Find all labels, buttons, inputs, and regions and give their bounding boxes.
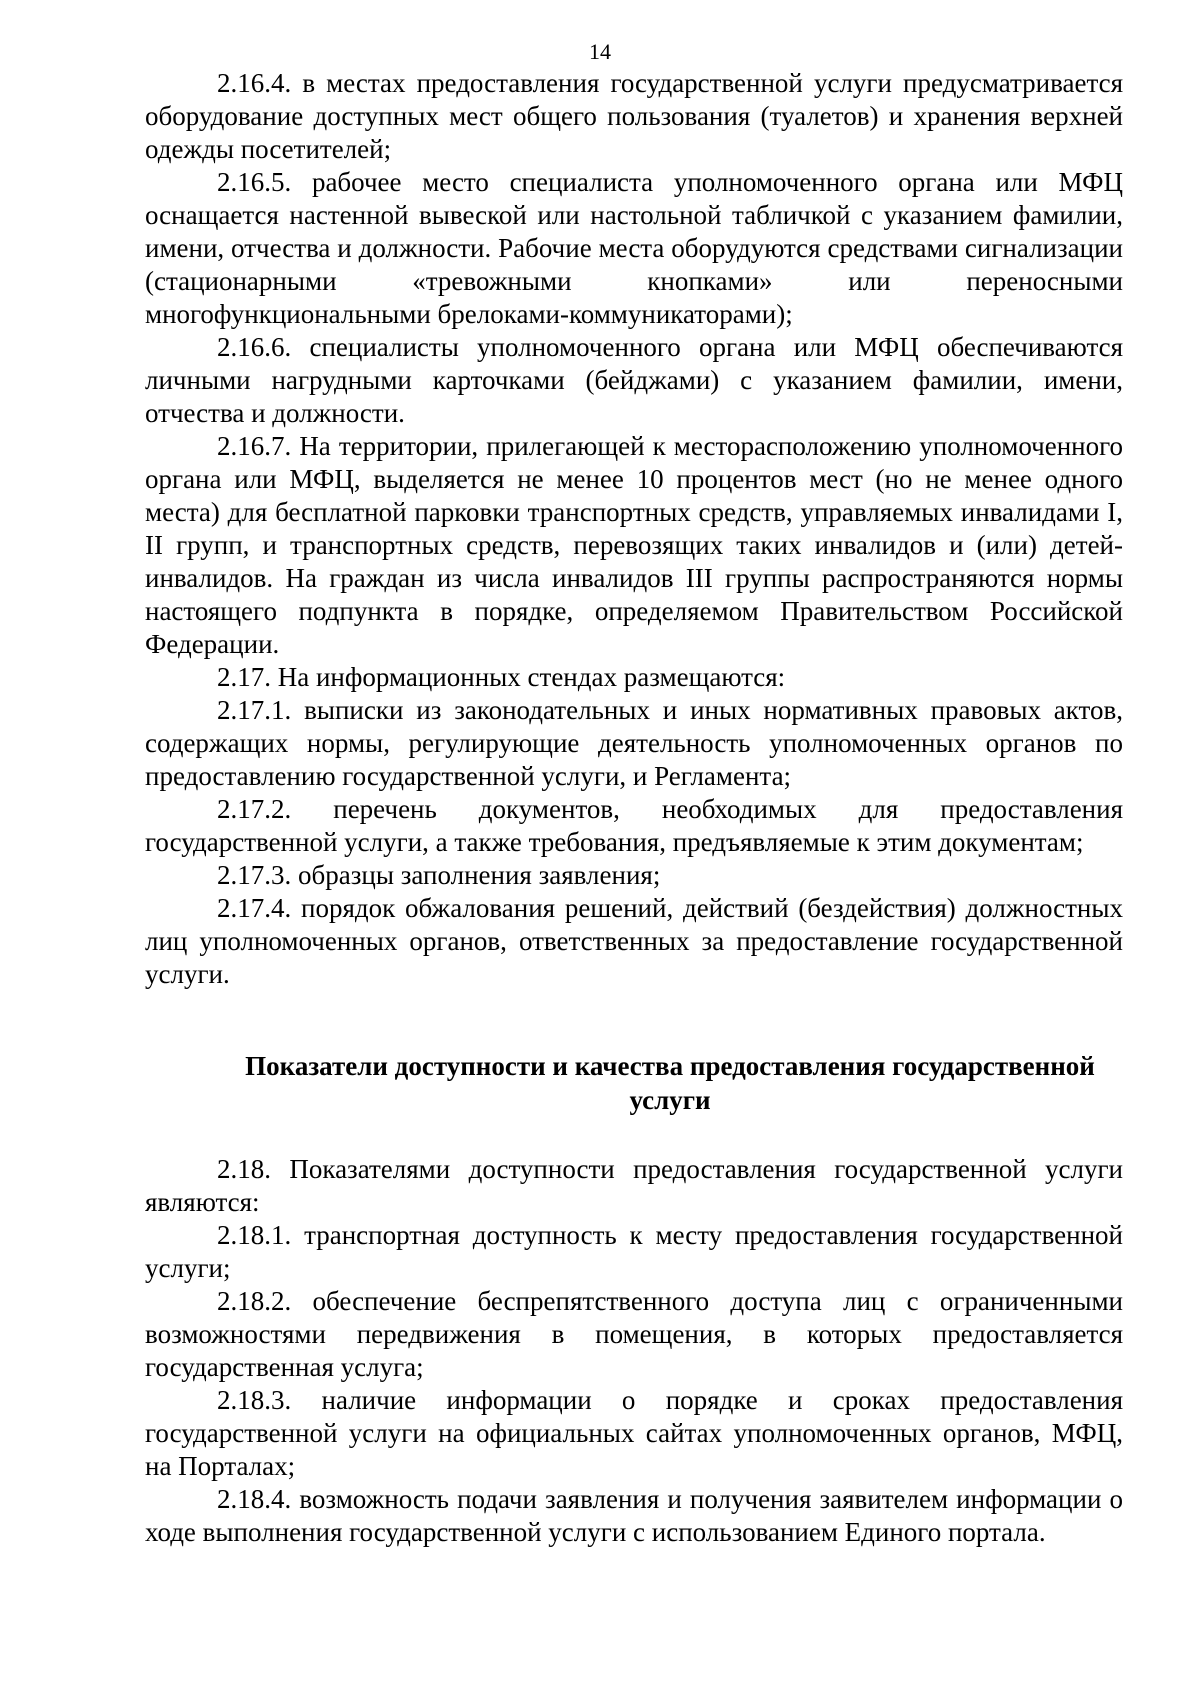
paragraph-2-16-4: 2.16.4. в местах предоставления государственной услуги предусматривается оборудование доступных мест общего пользования (туалетов) и хранения верхней одежды посетителей;	[145, 68, 1123, 164]
heading-spacer	[145, 1117, 1123, 1153]
paragraph-2-17-2: 2.17.2. перечень документов, необходимых для предоставления государственной услуги, а также требования, предъявляемые к этим документам;	[145, 794, 1123, 857]
paragraph-2-17-3: 2.17.3. образцы заполнения заявления;	[217, 860, 661, 890]
section-heading: Показатели доступности и качества предоставления государственной услуги	[245, 1051, 1095, 1115]
paragraph-2-18: 2.18. Показателями доступности предоставления государственной услуги являются:	[145, 1154, 1123, 1217]
paragraph-2-17: 2.17. На информационных стендах размещаются:	[217, 662, 786, 692]
paragraph-2-18-3: 2.18.3. наличие информации о порядке и сроках предоставления государственной услуги на официальных сайтах уполномоченных органов, МФЦ, на Порталах;	[145, 1385, 1123, 1481]
paragraph-2-18-2: 2.18.2. обеспечение беспрепятственного доступа лиц с ограниченными возможностями передвижения в помещения, в которых предоставляется государственная услуга;	[145, 1286, 1123, 1382]
paragraph-2-16-6: 2.16.6. специалисты уполномоченного органа или МФЦ обеспечиваются личными нагрудными карточками (бейджами) с указанием фамилии, имени, отчества и должности.	[145, 332, 1123, 428]
page-number: 14	[589, 39, 611, 64]
paragraph-2-18-1: 2.18.1. транспортная доступность к месту предоставления государственной услуги;	[145, 1220, 1123, 1283]
paragraph-2-16-7: 2.16.7. На территории, прилегающей к месторасположению уполномоченного органа или МФЦ, выделяется не менее 10 процентов мест (но не менее одного места) для бесплатной парковки транспортных средств, управляемых инвалидами I, II групп, и транспортных средств, перевозящих таких инвалидов и (или) детей-инвалидов. На граждан из числа инвалидов III группы распространяются нормы настоящего подпункта в порядке, определяемом Правительством Российской Федерации.	[145, 431, 1123, 659]
paragraph-2-18-4: 2.18.4. возможность подачи заявления и получения заявителем информации о ходе выполнения государственной услуги с использованием Единого портала.	[145, 1484, 1123, 1547]
document-body	[145, 67, 1123, 1549]
paragraph-2-17-4: 2.17.4. порядок обжалования решений, действий (бездействия) должностных лиц уполномоченных органов, ответственных за предоставление государственной услуги.	[145, 893, 1123, 989]
paragraph-2-17-1: 2.17.1. выписки из законодательных и иных нормативных правовых актов, содержащих нормы, регулирующие деятельность уполномоченных органов по предоставлению государственной услуги, и Регламента;	[145, 695, 1123, 791]
paragraph-2-16-5: 2.16.5. рабочее место специалиста уполномоченного органа или МФЦ оснащается настенной вывеской или настольной табличкой с указанием фамилии, имени, отчества и должности. Рабочие места оборудуются средствами сигнализации (стационарными «тревожными кнопками» или переносными многофункциональными брелоками-коммуникаторами);	[145, 167, 1123, 329]
